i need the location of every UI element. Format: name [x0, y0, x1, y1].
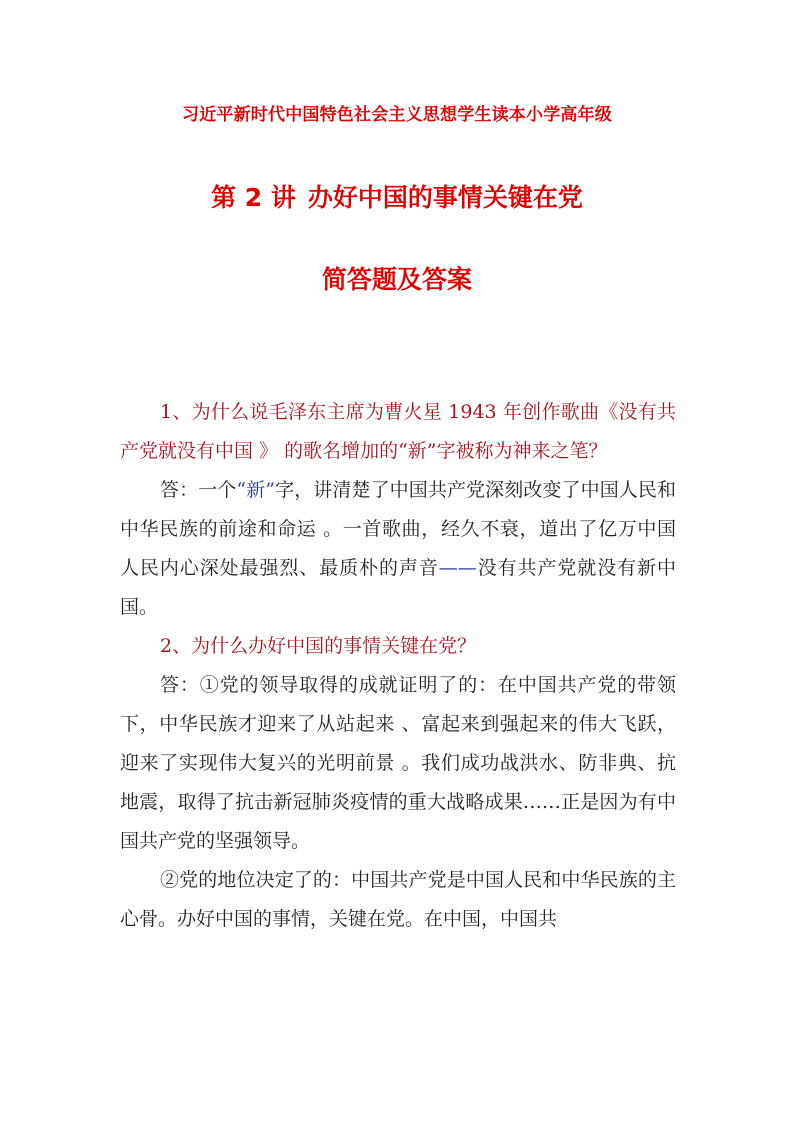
- document-body: [120, 393, 676, 939]
- answer-1-text-b: 没有共产党就没有新中国。: [120, 557, 676, 618]
- lecture-number: 第 2 讲: [211, 183, 296, 212]
- answer-1-dash: ——: [438, 557, 477, 579]
- question-1: [120, 393, 676, 471]
- sub-title: 简答题及答案: [321, 265, 472, 294]
- series-title: 习近平新时代中国特色社会主义思想学生读本小学高年级: [182, 105, 612, 125]
- question-1-quote: “新”: [398, 440, 437, 462]
- answer-1: [120, 471, 676, 627]
- answer-1-quote: “新”: [236, 479, 276, 501]
- answer-2-paragraph-2: ②党的地位决定了的：中国共产党是中国人民和中华民族的主心骨。办好中国的事情，关键在党。在中国，中国共: [120, 869, 676, 930]
- question-2: 2、为什么办好中国的事情关键在党？: [160, 635, 477, 657]
- lecture-title: [0, 180, 794, 216]
- answer-1-prefix: 答：一个: [160, 479, 237, 501]
- question-1-text-b: 字被称为神来之笔？: [436, 440, 608, 462]
- question-1-text-a: 1、为什么说毛泽东主席为曹火星 1943 年创作歌曲《没有共产党就没有中国 》 的歌名增加的: [120, 401, 676, 462]
- answer-2-paragraph-1: 答：①党的领导取得的成就证明了的：在中国共产党的带领下，中华民族才迎来了从站起来 、富起来到强起来的伟大飞跃，迎来了实现伟大复兴的光明前景 。我们成功战洪水、防非典、抗地震，取得了抗击新冠肺炎疫情的重大战略成果……正是因为有中国共产党的坚强领导。: [120, 674, 676, 852]
- lecture-name: 办好中国的事情关键在党: [307, 183, 583, 212]
- answer-1-text-a: 字，讲清楚了中国共产党深刻改变了中国人民和中华民族的前途和命运 。一首歌曲，经久不衰，道出了亿万中国人民内心深处最强烈、最质朴的声音: [120, 479, 676, 579]
